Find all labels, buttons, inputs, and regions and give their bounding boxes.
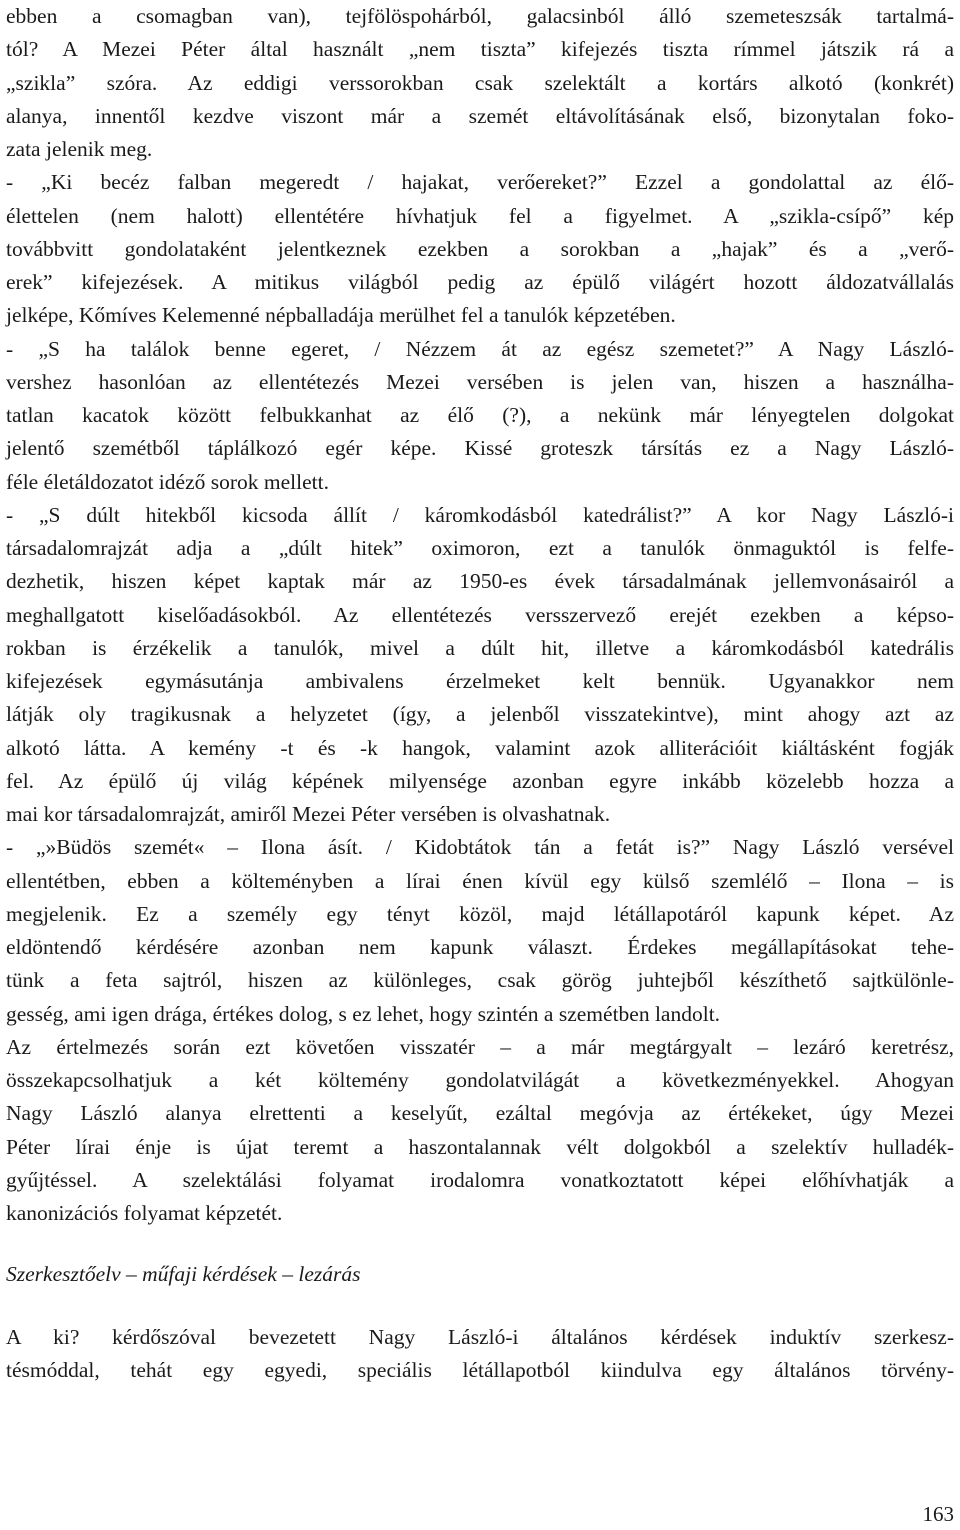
- text-line: tól? A Mezei Péter által használt „nem tiszta” kifejezés tiszta rímmel játszik rá a: [6, 37, 954, 62]
- text-line: - „Ki becéz falban megeredt / hajakat, verőereket?” Ezzel a gondolattal az élő-: [6, 170, 954, 195]
- text-line: - „»Büdös szemét« – Ilona ásít. / Kidobtátok tán a fetát is?” Nagy László versével: [6, 835, 954, 860]
- text-line: zata jelenik meg.: [6, 137, 153, 161]
- text-line: tünk a feta sajtról, hiszen az különleges, csak görög juhtejből készíthető sajtkülönle-: [6, 968, 954, 993]
- text-line: mai kor társadalomrajzát, amiről Mezei Péter versében is olvashatnak.: [6, 802, 611, 826]
- text-line: megjelenik. Ez a személy egy tényt közöl, majd létállapotáról kapunk képet. Az: [6, 901, 954, 926]
- text-line: meghallgatott kiselőadásokból. Az ellentétezés versszervező erejét ezekben a képso-: [6, 602, 954, 627]
- text-line: fel. Az épülő új világ képének milyensége azonban egyre inkább közelebb hozza a: [6, 768, 954, 793]
- text-line: tatlan kacatok között felbukkanhat az élő (?), a nekünk már lényegtelen dolgokat: [6, 403, 954, 427]
- text-line: erek” kifejezések. A mitikus világból pedig az épülő világért hozott áldozatvállalás: [6, 270, 954, 294]
- text-line: féle életáldozatot idéző sorok mellett.: [6, 469, 329, 494]
- text-line: kanonizációs folyamat képzetét.: [6, 1201, 283, 1225]
- text-line: - „S ha találok benne egeret, / Nézzem át az egész szemetet?” A Nagy László-: [6, 336, 954, 361]
- section-heading: Szerkesztőelv – műfaji kérdések – lezárás: [6, 1262, 361, 1286]
- text-line: Az értelmezés során ezt követően visszatér – a már megtárgyalt – lezáró keretrész,: [6, 1034, 954, 1059]
- text-line: élettelen (nem halott) ellentétére hívhatjuk fel a figyelmet. A „szikla-csípő” kép: [6, 203, 954, 228]
- text-line: gyűjtéssel. A szelektálási folyamat irodalomra vonatkoztatott képei előhívhatják a: [6, 1167, 954, 1192]
- text-line: látják oly tragikusnak a helyzetet (így, a jelenből visszatekintve), mint ahogy azt az: [6, 702, 954, 727]
- text-line: tésmóddal, tehát egy egyedi, speciális létállapotból kiindulva egy általános törvény-: [6, 1358, 954, 1383]
- text-line: - „S dúlt hitekből kicsoda állít / káromkodásból katedrálist?” A kor Nagy László-i: [6, 502, 954, 527]
- text-line: jelentő szemétből táplálkozó egér képe. Kissé groteszk társítás ez a Nagy László-: [6, 436, 954, 461]
- text-line: gesség, ami igen drága, értékes dolog, s ez lehet, hogy szintén a szemétben landolt.: [6, 1001, 721, 1026]
- text-line: összekapcsolhatjuk a két költemény gondolatvilágát a következményekkel. Ahogyan: [6, 1068, 954, 1092]
- text-line: ebben a csomagban van), tejfölöspohárból, galacsinból álló szemeteszsák tartalmá-: [6, 4, 954, 28]
- text-line: „szikla” szóra. Az eddigi verssorokban csak szelektált a kortárs alkotó (konkrét): [6, 70, 954, 95]
- text-line: társadalomrajzát adja a „dúlt hitek” oximoron, ezt a tanulók önmaguktól is felfe-: [6, 536, 954, 560]
- text-line: Péter lírai énje is újat teremt a haszontalannak vélt dolgokból a szelektív hulladék-: [6, 1134, 954, 1159]
- text-line: eldöntendő kérdésére azonban nem kapunk választ. Érdekes megállapításokat tehe-: [6, 935, 954, 959]
- text-line: dezhetik, hiszen képet kaptak már az 1950-es évek társadalmának jellemvonásairól a: [6, 569, 954, 594]
- text-line: rokban is érzékelik a tanulók, mivel a dúlt hit, illetve a káromkodásból katedrális: [6, 635, 954, 660]
- text-line: jelképe, Kőmíves Kelemenné népballadája merülhet fel a tanulók képzetében.: [6, 303, 676, 328]
- text-line: kifejezések egymásutánja ambivalens érzelmeket kelt bennük. Ugyanakkor nem: [6, 669, 954, 693]
- text-line: ellentétben, ebben a költeményben a lírai énen kívül egy külső szemlélő – Ilona – is: [6, 868, 954, 893]
- text-line: A ki? kérdőszóval bevezetett Nagy László-i általános kérdések induktív szerkesz-: [6, 1325, 954, 1349]
- text-line: továbbvitt gondolataként jelentkeznek ezekben a sorokban a „hajak” és a „verő-: [6, 236, 954, 261]
- page-number: 163: [922, 1502, 954, 1526]
- text-line: vershez hasonlóan az ellentétezés Mezei versében is jelen van, hiszen a használha-: [6, 369, 954, 394]
- text-line: Nagy László alanya elrettenti a keselyűt, ezáltal megóvja az értékeket, úgy Mezei: [6, 1101, 954, 1126]
- text-line: alanya, innentől kezdve viszont már a szemét eltávolításának első, bizonytalan foko-: [6, 103, 954, 128]
- text-line: alkotó látta. A kemény -t és -k hangok, valamint azok alliterációit kiáltásként fogják: [6, 735, 954, 760]
